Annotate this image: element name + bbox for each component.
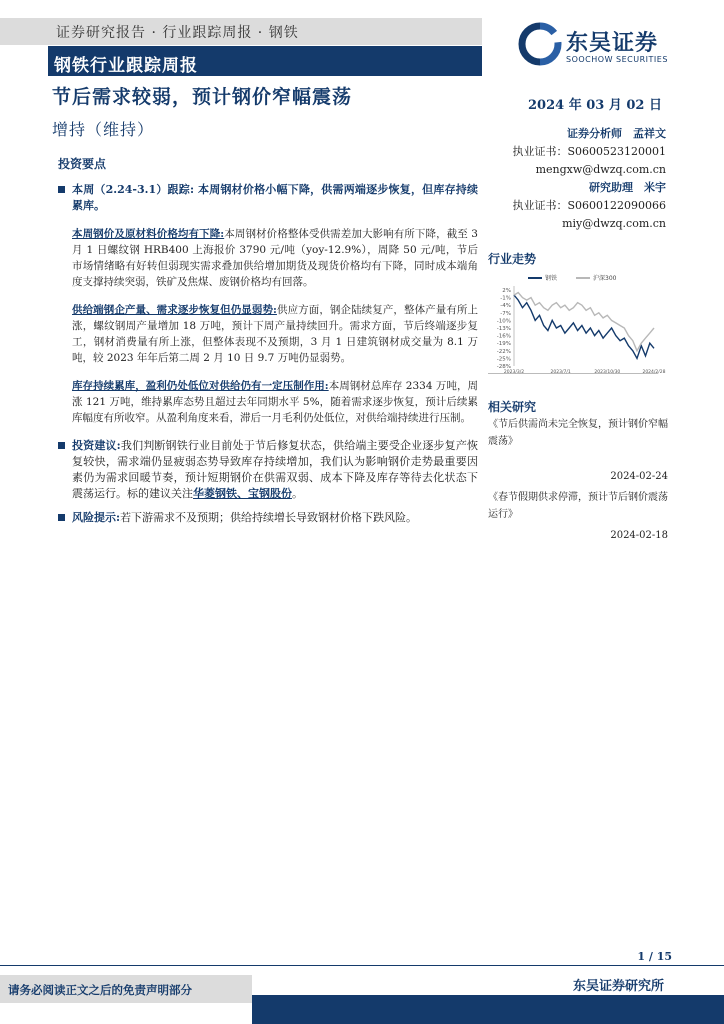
summary-header: 本周（2.24-3.1）跟踪: 本周钢材价格小幅下降，供需两端逐步恢复，但库存持续累库。 [72, 183, 478, 212]
y-tick-label: -28% [496, 364, 511, 370]
summary-bullet [58, 182, 478, 214]
related-item-date: 2024-02-24 [610, 471, 668, 482]
investment-section [58, 155, 478, 526]
analyst-email[interactable]: mengxw@dwzq.com.cn [535, 163, 666, 176]
institute-name: 东吴证券研究所 [572, 979, 664, 994]
supply-body: 供应方面，钢企陆续复产，整体产量有所上涨，螺纹钢周产量增加 18 万吨，预计下周产量持续回升。需求方面，节后终端逐步复工，钢材消费量有所上涨，但整体表现不及预期，3 月 1 日建筑钢材成交量为 8.1 万吨，较 2023 年年后第二周 2 月 10 日 9.7 万吨仍显弱势。 [72, 304, 478, 364]
report-name: 钢铁行业跟踪周报 [54, 56, 198, 76]
related-item-date: 2024-02-18 [610, 530, 668, 541]
analyst-panel [486, 125, 666, 233]
bullet-square-icon [58, 514, 65, 521]
legend-label: 沪深300 [593, 275, 617, 282]
x-tick-label: 2023/7/1 [550, 370, 571, 375]
inventory-heading: 库存持续累库，盈利仍处低位对供给仍有一定压制作用: [72, 380, 329, 392]
assistant-email[interactable]: miy@dwzq.com.cn [562, 217, 666, 230]
company-logo [518, 24, 678, 68]
trend-chart-svg [488, 270, 666, 375]
assistant-cert: 执业证书：S0600122090066 [512, 199, 666, 212]
legend-label: 钢铁 [545, 275, 558, 282]
price-paragraph [58, 226, 478, 290]
breadcrumb-band [0, 18, 482, 45]
advice-end: 。 [292, 487, 303, 500]
bullet-square-icon [58, 186, 65, 193]
related-title: 相关研究 [488, 400, 537, 414]
report-name-band [48, 46, 482, 76]
price-body: 本周钢材价格整体受供需差加大影响有所下降，截至 3 月 1 日螺纹钢 HRB400 上海报价 3790 元/吨（yoy-12.9%），周降 50 元/吨，节后市场情绪略有好转但弱现实需求叠加供给增加期货及现货价格均有下降，同时成本端角度支撑持续突弱，铁矿及焦煤、废钢价格均有回落。 [72, 228, 478, 288]
investment-title: 投资要点 [58, 157, 107, 171]
breadcrumb: 证券研究报告 · 行业跟踪周报 · 钢铁 [56, 25, 299, 41]
advice-heading: 投资建议: [72, 439, 121, 452]
y-tick-label: -25% [496, 356, 511, 363]
assistant-title: 研究助理 米宇 [589, 181, 666, 194]
analyst-cert: 执业证书：S0600523120001 [512, 145, 666, 158]
advice-stocks: 华菱钢铁、宝钢股份 [193, 487, 292, 500]
y-tick-label: -16% [496, 333, 511, 340]
y-tick-label: -1% [500, 295, 511, 302]
supply-paragraph [58, 302, 478, 366]
y-tick-label: -19% [496, 341, 511, 348]
x-tick-label: 2023/10/30 [594, 370, 621, 375]
y-tick-label: -10% [496, 318, 511, 325]
page-number: 1 / 15 [637, 950, 672, 963]
rating: 增持（维持） [52, 120, 155, 139]
x-tick-label: 2024/2/28 [642, 370, 666, 375]
y-tick-label: -22% [496, 348, 511, 355]
related-item-title[interactable]: 《节后供需尚未完全恢复，预计钢价窄幅震荡》 [488, 419, 668, 447]
price-heading: 本周钢价及原材料价格均有下降: [72, 228, 225, 240]
bullet-square-icon [58, 442, 65, 449]
advice-bullet [58, 438, 478, 502]
advice-body: 我们判断钢铁行业目前处于节后修复状态，供给端主要受企业逐步复产恢复较快，需求端仍显疲弱态势导致库存持续增加，我们认为影响钢价走势最重要因素仍为需求回暖节奏，预计短期钢价在供需双弱、成本下降及库存等待去化状态下震荡运行。标的建议关注 [72, 439, 479, 500]
report-date: 2024 年 03 月 02 日 [528, 98, 662, 113]
logo-text-cn: 东吴证券 [566, 31, 659, 56]
disclaimer-band [0, 975, 252, 1003]
headline: 节后需求较弱，预计钢价窄幅震荡 [52, 86, 353, 108]
footer-bar [252, 995, 724, 1024]
trend-title: 行业走势 [488, 252, 537, 266]
supply-heading: 供给端钢企产量、需求逐步恢复但仍显弱势: [72, 304, 277, 316]
risk-heading: 风险提示: [72, 511, 121, 524]
y-tick-label: -13% [496, 326, 511, 332]
risk-body: 若下游需求不及预期；供给持续增长导致钢材价格下跌风险。 [120, 511, 418, 524]
analyst-title: 证券分析师 孟祥文 [567, 127, 666, 140]
logo-mark-icon [518, 24, 562, 64]
trend-chart [488, 270, 666, 375]
related-item-title[interactable]: 《春节假期供求停滞，预计节后钢价震荡运行》 [488, 492, 668, 520]
inventory-body: 本周钢材总库存 2334 万吨，周涨 121 万吨，维持累库态势且超过去年同期水平 5%，随着需求逐步恢复，预计后续累库幅度有所收窄。从盈利角度来看，滞后一月毛利仍处低位，对供给端持续进行压制。 [72, 380, 478, 424]
x-tick-label: 2023/3/2 [503, 370, 525, 375]
footer-divider [0, 965, 724, 966]
risk-bullet [58, 510, 478, 526]
y-tick-label: -4% [500, 303, 511, 310]
disclaimer-text: 请务必阅读正文之后的免责声明部分 [8, 983, 192, 997]
inventory-paragraph [58, 378, 478, 426]
logo-text-en: SOOCHOW SECURITIES [566, 55, 668, 64]
related-list [488, 416, 668, 544]
y-tick-label: -7% [500, 310, 511, 317]
y-tick-label: 2% [502, 288, 511, 294]
